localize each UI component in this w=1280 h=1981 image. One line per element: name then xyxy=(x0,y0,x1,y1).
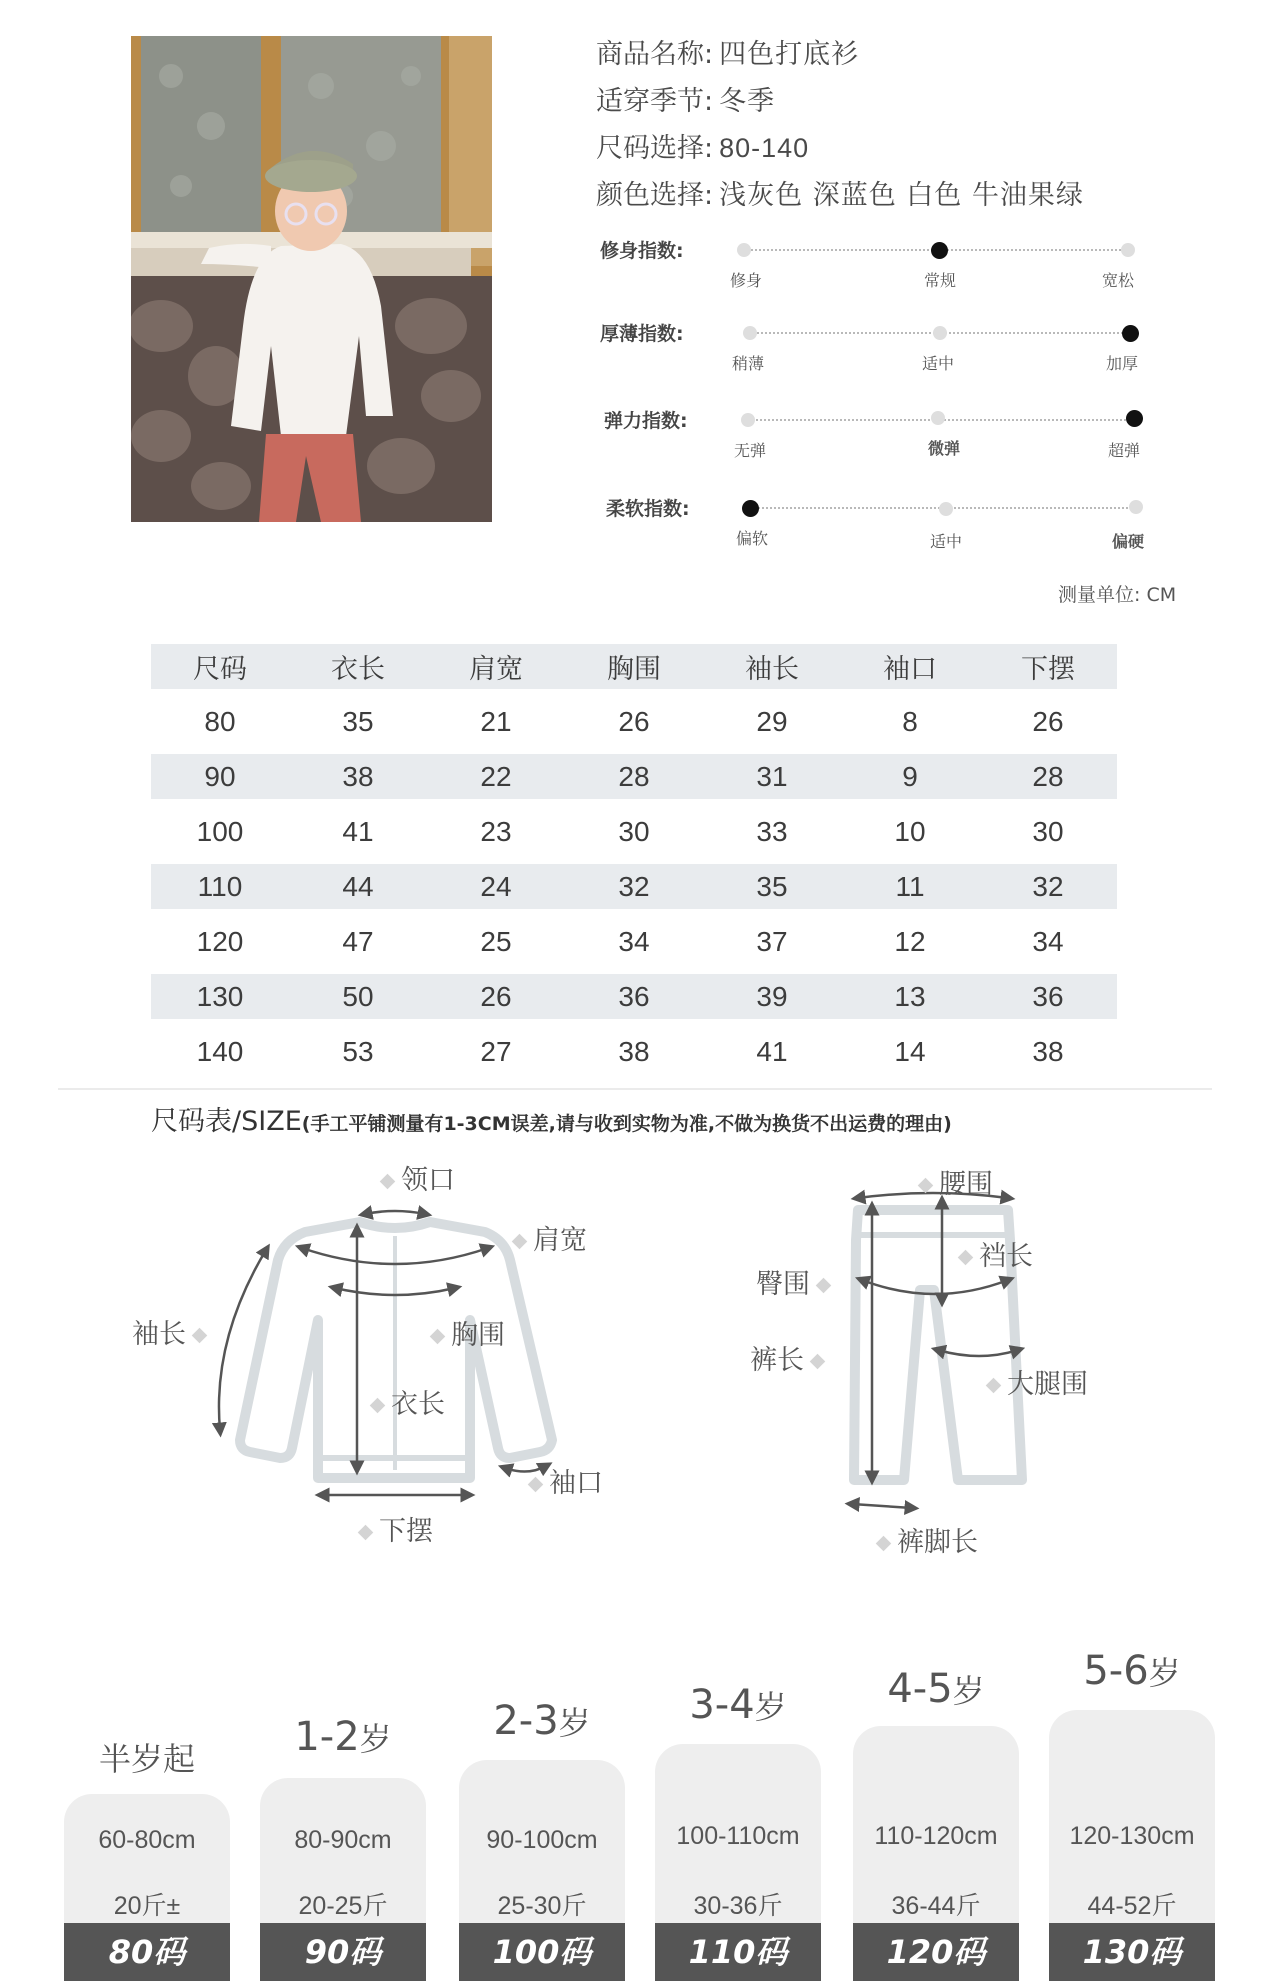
table-cell: 13 xyxy=(841,969,979,1024)
table-cell: 47 xyxy=(289,914,427,969)
age-text: 3-4 xyxy=(689,1682,755,1728)
table-header-row xyxy=(151,644,1117,694)
label-sleeve xyxy=(132,1312,213,1351)
table-cell: 26 xyxy=(565,694,703,749)
table-cell: 11 xyxy=(841,859,979,914)
diamond-icon xyxy=(358,1525,374,1541)
age-text: 半岁起 xyxy=(98,1740,195,1778)
colors-label: 颜色选择: xyxy=(596,180,714,211)
label-collar-text: 领口 xyxy=(401,1165,455,1196)
thickness-index-dot-1 xyxy=(933,326,947,340)
diamond-icon xyxy=(810,1354,826,1370)
product-season xyxy=(596,79,775,118)
table-cell: 38 xyxy=(289,749,427,804)
age-label-5 xyxy=(1049,1648,1215,1694)
table-cell: 10 xyxy=(841,804,979,859)
diamond-icon xyxy=(512,1234,528,1250)
size-card-120 xyxy=(853,1726,1019,1981)
measurement-unit: 测量单位: CM xyxy=(1058,584,1177,606)
label-leg-opening-text: 裤脚长 xyxy=(897,1527,978,1558)
table-cell: 24 xyxy=(427,859,565,914)
product-name-value: 四色打底衫 xyxy=(719,39,860,70)
table-cell: 26 xyxy=(427,969,565,1024)
table-row xyxy=(151,969,1117,1024)
table-cell: 38 xyxy=(565,1024,703,1079)
fit-index-dot-0 xyxy=(737,243,751,257)
age-text: 1-2 xyxy=(294,1714,360,1760)
thickness-index-dot-2 xyxy=(1122,325,1139,342)
size-card-90 xyxy=(260,1778,426,1981)
table-cell: 37 xyxy=(703,914,841,969)
label-waist-text: 腰围 xyxy=(939,1169,993,1200)
child-model-image xyxy=(131,36,492,522)
label-shoulder xyxy=(506,1218,587,1257)
elasticity-index-label: 弹力指数: xyxy=(604,410,688,432)
diamond-icon xyxy=(528,1477,544,1493)
table-cell: 30 xyxy=(565,804,703,859)
table-cell: 36 xyxy=(979,969,1117,1024)
card-height: 90-100cm xyxy=(486,1826,598,1854)
table-cell: 39 xyxy=(703,969,841,1024)
table-cell: 34 xyxy=(979,914,1117,969)
header-length: 衣长 xyxy=(289,644,427,694)
age-label-0 xyxy=(64,1734,230,1780)
header-shoulder: 肩宽 xyxy=(427,644,565,694)
size-chart-note: (手工平铺测量有1-3CM误差,请与收到实物为准,不做为换货不出运费的理由) xyxy=(301,1113,952,1135)
fit-index-label: 修身指数: xyxy=(600,240,684,262)
thickness-option-1: 适中 xyxy=(921,354,955,373)
table-cell: 36 xyxy=(565,969,703,1024)
softness-option-1: 适中 xyxy=(929,532,963,551)
age-suffix: 岁 xyxy=(754,1688,787,1726)
card-size: 130码 xyxy=(1049,1923,1215,1981)
size-card-100 xyxy=(459,1760,625,1981)
table-cell: 33 xyxy=(703,804,841,859)
card-weight: 30-36斤 xyxy=(693,1892,783,1920)
thickness-option-0: 稍薄 xyxy=(731,354,765,373)
diamond-icon xyxy=(370,1398,386,1414)
fit-option-2: 宽松 xyxy=(1101,271,1135,290)
diamond-icon xyxy=(380,1174,396,1190)
thickness-index-dot-0 xyxy=(743,326,757,340)
card-weight: 44-52斤 xyxy=(1087,1892,1177,1920)
measurement-diagram xyxy=(0,1140,1280,1570)
table-cell: 41 xyxy=(703,1024,841,1079)
table-cell: 25 xyxy=(427,914,565,969)
label-hem xyxy=(352,1509,433,1548)
card-size: 120码 xyxy=(853,1923,1019,1981)
shirt-outline-icon xyxy=(240,1222,552,1478)
fit-index-dot-1 xyxy=(931,242,948,259)
card-weight: 36-44斤 xyxy=(891,1892,981,1920)
table-cell: 110 xyxy=(151,859,289,914)
product-colors xyxy=(596,173,1084,212)
age-suffix: 岁 xyxy=(952,1672,985,1710)
table-cell: 28 xyxy=(979,749,1117,804)
card-height: 110-120cm xyxy=(874,1822,998,1850)
label-thigh-text: 大腿围 xyxy=(1007,1369,1088,1400)
label-cuff-text: 袖口 xyxy=(549,1468,603,1499)
section-divider xyxy=(58,1088,1212,1090)
table-cell: 8 xyxy=(841,694,979,749)
size-range-value: 80-140 xyxy=(719,133,810,163)
table-cell: 100 xyxy=(151,804,289,859)
card-size: 110码 xyxy=(655,1923,821,1981)
diamond-icon xyxy=(816,1278,832,1294)
label-cuff xyxy=(522,1461,603,1500)
age-text: 5-6 xyxy=(1083,1648,1149,1694)
table-cell: 21 xyxy=(427,694,565,749)
label-chest xyxy=(424,1313,505,1352)
card-weight: 25-30斤 xyxy=(497,1892,587,1920)
label-pants-length-text: 裤长 xyxy=(750,1345,804,1376)
product-photo xyxy=(131,36,492,522)
table-cell: 44 xyxy=(289,859,427,914)
size-chart-heading: 尺码表/SIZE xyxy=(151,1106,302,1137)
label-waist xyxy=(912,1162,993,1201)
card-height: 100-110cm xyxy=(676,1822,800,1850)
table-cell: 27 xyxy=(427,1024,565,1079)
table-cell: 35 xyxy=(703,859,841,914)
diamond-icon xyxy=(986,1378,1002,1394)
label-shoulder-text: 肩宽 xyxy=(533,1225,587,1256)
table-cell: 50 xyxy=(289,969,427,1024)
table-cell: 29 xyxy=(703,694,841,749)
table-cell: 41 xyxy=(289,804,427,859)
fit-option-1: 常规 xyxy=(923,271,957,290)
card-height: 60-80cm xyxy=(98,1826,196,1854)
card-weight: 20斤± xyxy=(113,1892,181,1920)
table-cell: 38 xyxy=(979,1024,1117,1079)
card-height: 120-130cm xyxy=(1069,1822,1195,1850)
table-cell: 53 xyxy=(289,1024,427,1079)
age-label-2 xyxy=(459,1698,625,1744)
size-card-130 xyxy=(1049,1710,1215,1981)
header-size: 尺码 xyxy=(151,644,289,694)
product-name xyxy=(596,32,859,71)
table-row xyxy=(151,1024,1117,1079)
size-table xyxy=(151,644,1117,1084)
label-sleeve-text: 袖长 xyxy=(132,1319,186,1350)
fit-index-dot-2 xyxy=(1121,243,1135,257)
label-hip xyxy=(756,1262,837,1301)
elasticity-option-0: 无弹 xyxy=(733,441,767,460)
diamond-icon xyxy=(192,1328,208,1344)
label-leg-opening xyxy=(870,1520,978,1559)
age-label-4 xyxy=(853,1666,1019,1712)
table-cell: 12 xyxy=(841,914,979,969)
table-cell: 30 xyxy=(979,804,1117,859)
label-rise-text: 裆长 xyxy=(979,1241,1033,1272)
table-cell: 34 xyxy=(565,914,703,969)
table-cell: 28 xyxy=(565,749,703,804)
table-cell: 26 xyxy=(979,694,1117,749)
label-length-text: 衣长 xyxy=(391,1389,445,1420)
fit-option-0: 修身 xyxy=(729,271,763,290)
label-rise xyxy=(952,1234,1033,1273)
elasticity-index-dot-1 xyxy=(931,411,945,425)
card-size: 80码 xyxy=(64,1923,230,1981)
table-cell: 14 xyxy=(841,1024,979,1079)
size-chart-title xyxy=(151,1099,952,1138)
header-cuff: 袖口 xyxy=(841,644,979,694)
elasticity-index-dot-2 xyxy=(1126,410,1143,427)
table-cell: 130 xyxy=(151,969,289,1024)
elasticity-index-dot-0 xyxy=(741,413,755,427)
table-cell: 32 xyxy=(565,859,703,914)
table-row xyxy=(151,694,1117,749)
softness-option-0: 偏软 xyxy=(735,529,769,548)
softness-index-dot-2 xyxy=(1129,500,1143,514)
diamond-icon xyxy=(918,1178,934,1194)
label-thigh xyxy=(980,1362,1088,1401)
table-row xyxy=(151,804,1117,859)
header-chest: 胸围 xyxy=(565,644,703,694)
label-pants-length xyxy=(750,1338,831,1377)
age-suffix: 岁 xyxy=(558,1704,591,1742)
card-size: 100码 xyxy=(459,1923,625,1981)
label-length xyxy=(364,1382,445,1421)
softness-index-label: 柔软指数: xyxy=(606,498,690,520)
softness-index-dot-1 xyxy=(939,502,953,516)
colors-value: 浅灰色 深蓝色 白色 牛油果绿 xyxy=(719,180,1084,211)
softness-option-2: 偏硬 xyxy=(1111,532,1145,551)
size-range-label: 尺码选择: xyxy=(596,133,714,164)
table-cell: 22 xyxy=(427,749,565,804)
label-hem-text: 下摆 xyxy=(379,1516,433,1547)
table-cell: 9 xyxy=(841,749,979,804)
product-name-label: 商品名称: xyxy=(596,39,714,70)
label-collar xyxy=(374,1158,455,1197)
table-cell: 35 xyxy=(289,694,427,749)
age-suffix: 岁 xyxy=(359,1720,392,1758)
diamond-icon xyxy=(876,1536,892,1552)
age-text: 4-5 xyxy=(887,1666,953,1712)
table-row xyxy=(151,914,1117,969)
label-hip-text: 臀围 xyxy=(756,1269,810,1300)
size-card-80 xyxy=(64,1794,230,1981)
thickness-option-2: 加厚 xyxy=(1105,354,1139,373)
table-row xyxy=(151,859,1117,914)
season-value: 冬季 xyxy=(719,86,776,117)
table-cell: 31 xyxy=(703,749,841,804)
softness-index-dot-0 xyxy=(742,500,759,517)
elasticity-option-2: 超弹 xyxy=(1107,441,1141,460)
elasticity-option-1: 微弹 xyxy=(927,439,961,458)
size-card-110 xyxy=(655,1744,821,1981)
table-cell: 23 xyxy=(427,804,565,859)
card-weight: 20-25斤 xyxy=(298,1892,388,1920)
card-size: 90码 xyxy=(260,1923,426,1981)
table-cell: 90 xyxy=(151,749,289,804)
thickness-index-label: 厚薄指数: xyxy=(600,323,684,345)
table-row xyxy=(151,749,1117,804)
table-cell: 120 xyxy=(151,914,289,969)
age-label-3 xyxy=(655,1682,821,1728)
diamond-icon xyxy=(958,1250,974,1266)
age-label-1 xyxy=(260,1714,426,1760)
label-chest-text: 胸围 xyxy=(451,1320,505,1351)
header-hem: 下摆 xyxy=(979,644,1117,694)
diamond-icon xyxy=(430,1329,446,1345)
table-cell: 80 xyxy=(151,694,289,749)
season-label: 适穿季节: xyxy=(596,86,714,117)
age-suffix: 岁 xyxy=(1148,1654,1181,1692)
product-size-range xyxy=(596,126,809,165)
age-text: 2-3 xyxy=(493,1698,559,1744)
table-cell: 140 xyxy=(151,1024,289,1079)
card-height: 80-90cm xyxy=(294,1826,392,1854)
header-sleeve: 袖长 xyxy=(703,644,841,694)
table-cell: 32 xyxy=(979,859,1117,914)
